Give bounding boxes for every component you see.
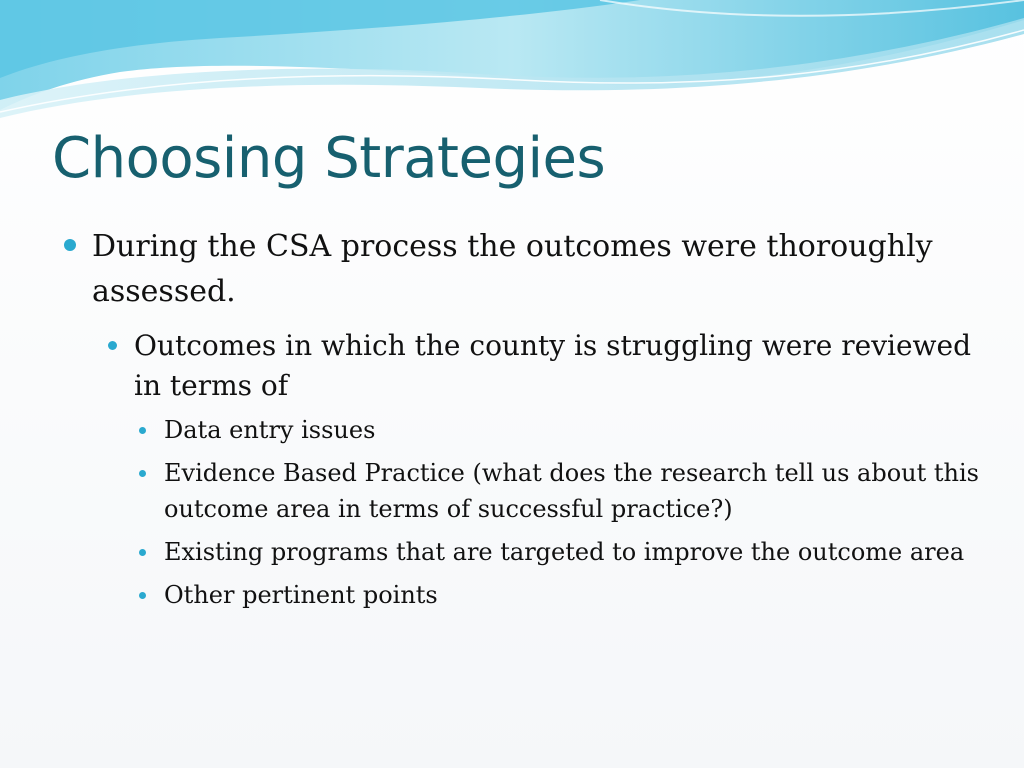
bullet-list xyxy=(62,224,982,620)
bullet-dot-icon xyxy=(139,427,146,434)
bullet-dot-icon xyxy=(108,341,117,350)
bullet-dot-icon xyxy=(139,470,146,477)
bullet-text: Other pertinent points xyxy=(164,581,438,609)
bullet-text: Data entry issues xyxy=(164,416,376,444)
bullet-dot-icon xyxy=(139,592,146,599)
bullet-level-1 xyxy=(62,224,982,314)
bullet-level-2 xyxy=(104,326,982,406)
bullet-text: Outcomes in which the county is struggling were reviewed in terms of xyxy=(134,329,971,402)
bullet-level-3 xyxy=(134,455,982,527)
bullet-level-3 xyxy=(134,577,982,613)
header-wave-decoration xyxy=(0,0,1024,130)
bullet-level-3 xyxy=(134,534,982,570)
bullet-dot-icon xyxy=(139,549,146,556)
bullet-text: During the CSA process the outcomes were thoroughly assessed. xyxy=(92,229,933,309)
bullet-level-3 xyxy=(134,412,982,448)
bullet-text: Existing programs that are targeted to improve the outcome area xyxy=(164,538,965,566)
slide-title: Choosing Strategies xyxy=(52,126,606,191)
bullet-dot-icon xyxy=(64,239,76,251)
bullet-text: Evidence Based Practice (what does the research tell us about this outcome area in terms of successful practice?) xyxy=(164,459,979,523)
